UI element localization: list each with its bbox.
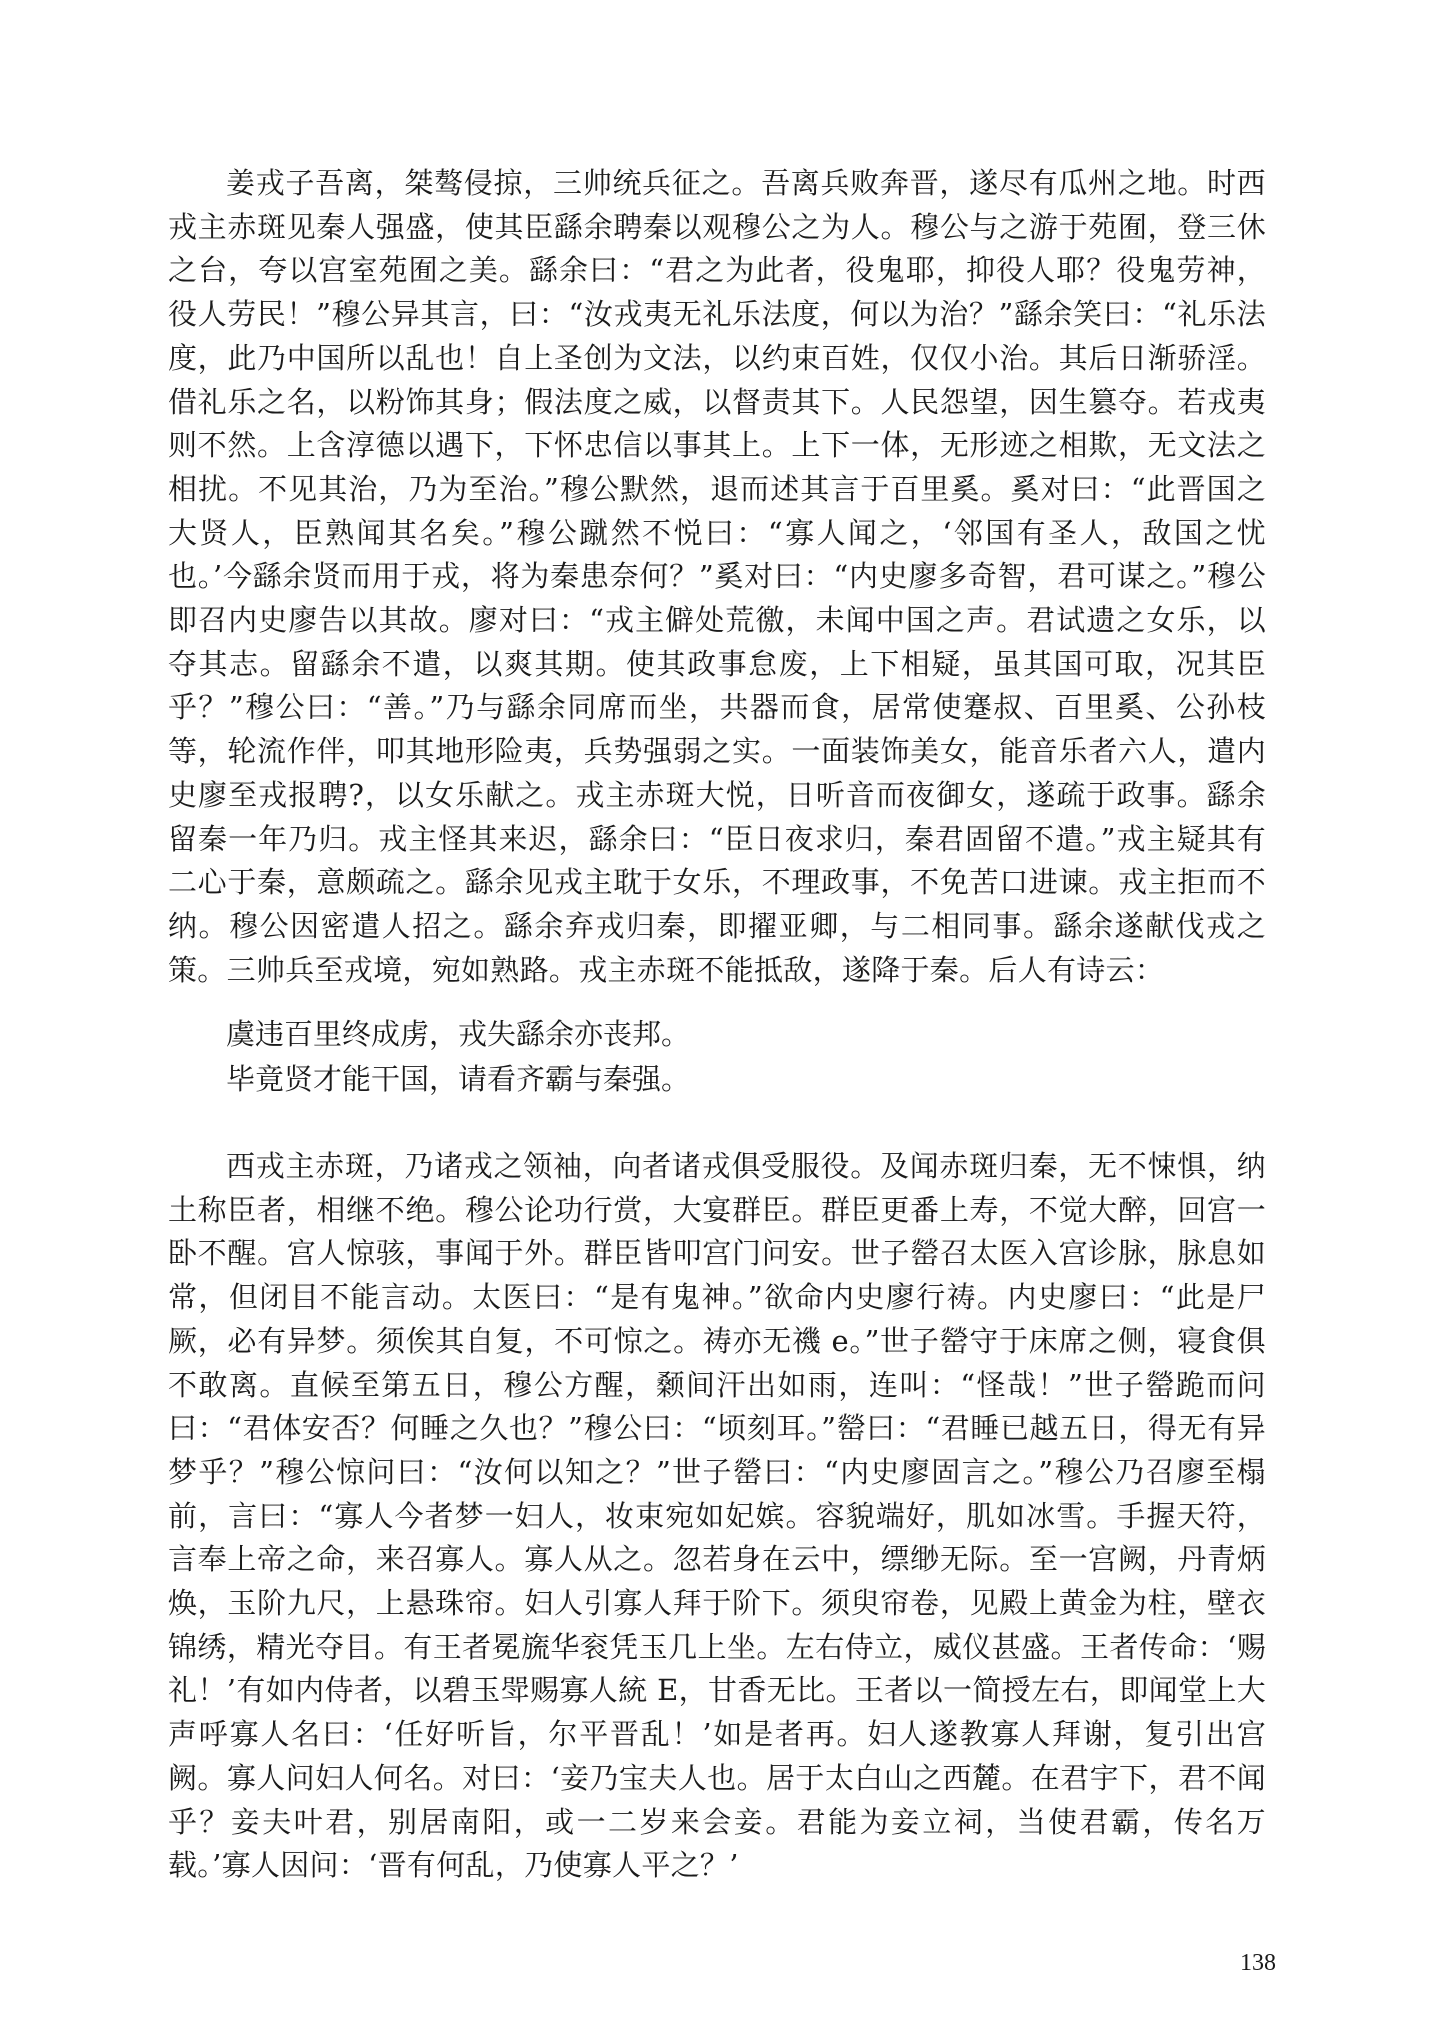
body-paragraph: 西戎主赤斑，乃诸戎之领袖，向者诸戎俱受服役。及闻赤斑归秦，无不悚惧，纳土称臣者，相继不绝。穆公论功行赏，大宴群臣。群臣更番上寿，不觉大醉，回宫一卧不醒。宫人惊骇，事闻于外。群臣皆叩宫门问安。世子罃召太医入宫诊脉，脉息如常，但闭目不能言动。太医曰：“是有鬼神。”欲命内史廖行祷。内史廖曰：“此是尸厥，必有异梦。须俟其自复，不可惊之。祷亦无禨 e。”世子罃守于床席之侧，寝食俱不敢离。直候至第五日，穆公方醒，颡间汗出如雨，连叫：“怪哉！”世子罃跪而问曰：“君体安否？何睡之久也？”穆公曰：“顷刻耳。”罃曰：“君睡已越五日，得无有异梦乎？”穆公惊问曰：“汝何以知之？”世子罃曰：“内史廖固言之。”穆公乃召廖至榻前，言曰：“寡人今者梦一妇人，妆束宛如妃嫔。容貌端好，肌如冰雪。手握天符，言奉上帝之命，来召寡人。寡人从之。忽若身在云中，缥缈无际。至一宫阙，丹青炳焕，玉阶九尺，上悬珠帘。妇人引寡人拜于阶下。须臾帘卷，见殿上黄金为柱，壁衣锦绣，精光夺目。有王者冕旒华衮凭玉几上坐。左右侍立，威仪甚盛。王者传命：‘赐礼！’有如内侍者，以碧玉斝赐寡人統 E，甘香无比。王者以一简授左右，即闻堂上大声呼寡人名曰：‘任好听旨，尔平晋乱！’如是者再。妇人遂教寡人拜谢，复引出宫阙。寡人问妇人何名。对曰：‘妾乃宝夫人也。居于太白山之西麓。在君宇下，君不闻乎？妾夫叶君，别居南阳，或一二岁来会妾。君能为妾立祠，当使君霸，传名万载。’寡人因问：‘晋有何乱，乃使寡人平之？’ [168,1149,1266,1883]
poem-block [226,1012,1126,1102]
page-number: 138 [1240,1950,1276,1976]
poem-line: 毕竟贤才能干国，请看齐霸与秦强。 [226,1062,691,1096]
body-paragraph: 姜戎子吾离，桀骜侵掠，三帅统兵征之。吾离兵败奔晋，遂尽有瓜州之地。时西戎主赤斑见秦人强盛，使其臣繇余聘秦以观穆公之为人。穆公与之游于苑囿，登三休之台，夸以宫室苑囿之美。繇余曰：“君之为此者，役鬼耶，抑役人耶？役鬼劳神，役人劳民！”穆公异其言，曰：“汝戎夷无礼乐法度，何以为治？”繇余笑曰：“礼乐法度，此乃中国所以乱也！自上圣创为文法，以约束百姓，仅仅小治。其后日渐骄淫。借礼乐之名，以粉饰其身；假法度之威，以督责其下。人民怨望，因生篡夺。若戎夷则不然。上含淳德以遇下，下怀忠信以事其上。上下一体，无形迹之相欺，无文法之相扰。不见其治，乃为至治。”穆公默然，退而述其言于百里奚。奚对曰：“此晋国之大贤人，臣熟闻其名矣。”穆公蹴然不悦曰：“寡人闻之，‘邻国有圣人，敌国之忧也。’今繇余贤而用于戎，将为秦患奈何？”奚对曰：“内史廖多奇智，君可谋之。”穆公即召内史廖告以其故。廖对曰：“戎主僻处荒徼，未闻中国之声。君试遗之女乐，以夺其志。留繇余不遣，以爽其期。使其政事怠废，上下相疑，虽其国可取，况其臣乎？”穆公曰：“善。”乃与繇余同席而坐，共器而食，居常使蹇叔、百里奚、公孙枝等，轮流作伴，叩其地形险夷，兵势强弱之实。一面装饰美女，能音乐者六人，遣内史廖至戎报聘?，以女乐献之。戎主赤斑大悦，日听音而夜御女，遂疏于政事。繇余留秦一年乃归。戎主怪其来迟，繇余曰：“臣日夜求归，秦君固留不遣。”戎主疑其有二心于秦，意颇疏之。繇余见戎主耽于女乐，不理政事，不免苦口进谏。戎主拒而不纳。穆公因密遣人招之。繇余弃戎归秦，即擢亚卿，与二相同事。繇余遂献伐戎之策。三帅兵至戎境，宛如熟路。戎主赤斑不能抵敌，遂降于秦。后人有诗云： [168,166,1266,987]
poem-line: 虞违百里终成虏，戎失繇余亦丧邦。 [226,1017,691,1051]
